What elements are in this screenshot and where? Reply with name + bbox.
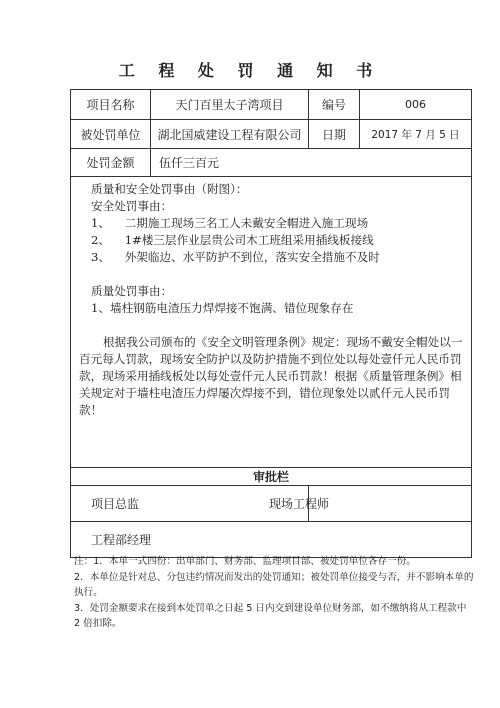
project-supervisor-label: 项目总监 (71, 486, 309, 522)
project-name-value: 天门百里太子湾项目 (151, 90, 309, 120)
date-label: 日期 (309, 120, 360, 149)
approval-row-1 (71, 486, 472, 522)
engineering-manager-label: 工程部经理 (71, 522, 472, 558)
quality-item: 1、墙柱钢筋电渣压力焊焊接不饱满、错位现象存在 (91, 301, 354, 315)
safety-heading: 安全处罚事由： (91, 199, 173, 213)
approval-row-2 (71, 522, 472, 558)
site-engineer-label: 现场工程师 (269, 486, 432, 522)
safety-item: 1、 二期施工现场三名工人未戴安全帽进入施工现场 (91, 216, 369, 230)
penalty-amount-label: 处罚金额 (71, 149, 151, 177)
penalized-unit-label: 被处罚单位 (71, 120, 151, 149)
notes-section (74, 554, 474, 632)
note-item: 3．处罚金额要求在接到本处罚单之日起 5 日内交到建设单位财务部，如不缴纳将从工程款中 2 倍扣除。 (74, 602, 467, 629)
safety-item: 2、 1#楼三层作业层贵公司木工班组采用插线板接线 (91, 233, 374, 247)
document-title: 工 程 处 罚 通 知 书 (118, 61, 382, 80)
date-value: 2017 年 7 月 5 日 (360, 120, 472, 149)
number-label: 编号 (309, 90, 360, 120)
penalty-amount-value: 伍仟三百元 (151, 149, 472, 177)
quality-heading: 质量处罚事由： (91, 284, 173, 298)
note-item: 注：1．本单一式四份：出单部门、财务部、监理项目部、被处罚单位各存一份。 (74, 556, 416, 567)
project-row (71, 90, 472, 120)
penalty-form-table (70, 89, 472, 558)
approval-heading-row (71, 468, 472, 486)
penalty-basis-paragraph: 根据我公司颁布的《安全文明管理条例》规定：现场不戴安全帽处以一百元每人罚款，现场安全防护以及防护措施不到位处以每处壹仟元人民币罚款，现场采用插线板处以每处壹仟元人民币罚款！根据《质量管理条例》相关规定对于墙柱电渣压力焊屡次焊接不到，错位现象处以贰仟元人民币罚款！ (79, 335, 463, 417)
penalized-unit-value: 湖北国威建设工程有限公司 (151, 120, 309, 149)
penalty-reasons-cell (71, 177, 472, 468)
reasons-heading: 质量和安全处罚事由（附图）： (91, 182, 248, 196)
project-name-label: 项目名称 (71, 90, 151, 120)
reasons-row (71, 177, 472, 468)
safety-item: 3、 外架临边、水平防护不到位，落实安全措施不及时 (91, 250, 380, 264)
amount-row (71, 149, 472, 177)
note-item: 2．本单位是针对总、分包违约情况而发出的处罚通知；被处罚单位接受与否，并不影响本单的执行。 (74, 571, 474, 598)
unit-row (71, 120, 472, 149)
number-value: 006 (360, 90, 472, 120)
approval-heading: 审批栏 (71, 468, 472, 486)
